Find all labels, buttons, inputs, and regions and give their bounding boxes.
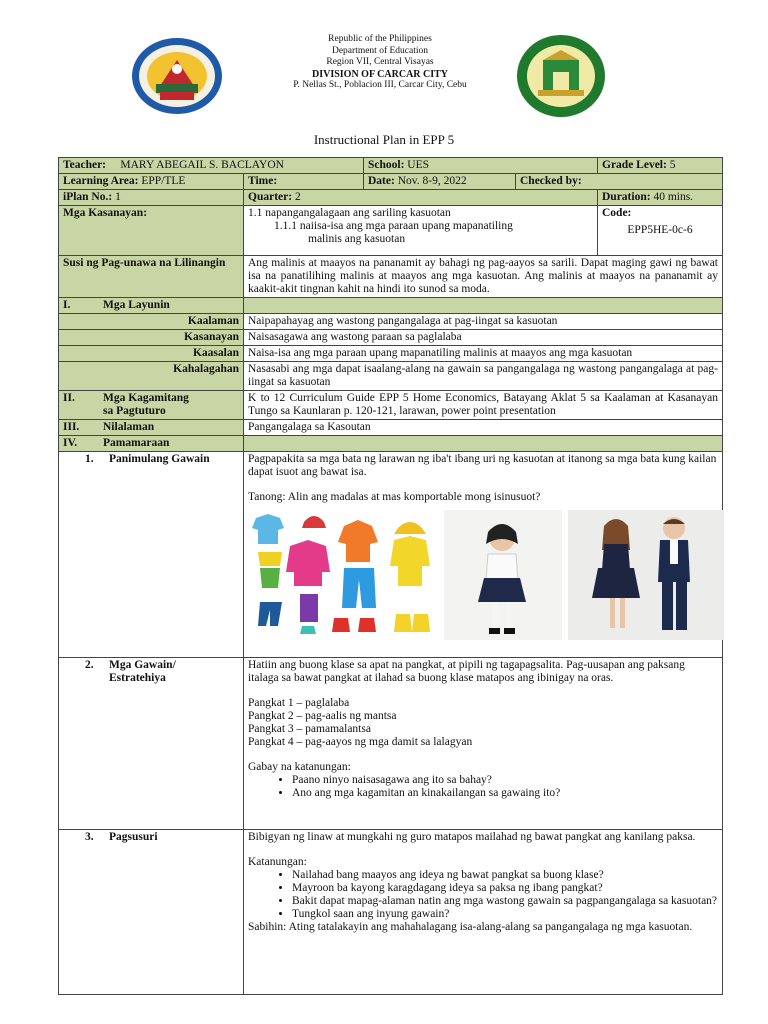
- clothing-pictures: [248, 510, 718, 646]
- formal-wear-children-photo: [568, 510, 724, 640]
- guide-item: • Paano ninyo naisasagawa ang ito sa bahay?: [292, 774, 718, 787]
- layunin-header-row: [59, 298, 723, 314]
- kasanayan-label: Mga Kasanayan:: [59, 206, 244, 256]
- kasanayan-line-3: malinis ang kasuotan: [308, 233, 406, 245]
- kasanayan-obj-text: Naisasagawa ang wastong paraan sa paglalaba: [244, 330, 723, 346]
- pagsusuri-row: [59, 830, 723, 995]
- region-line: Region VII, Central Visayas: [326, 57, 434, 67]
- layunin-num: I.: [63, 299, 71, 311]
- teacher-value: MARY ABEGAIL S. BACLAYON: [120, 159, 284, 171]
- quarter-label: Quarter:: [248, 191, 293, 203]
- duration-value: 40 mins.: [653, 191, 694, 203]
- school-label: School:: [368, 159, 405, 171]
- time-label: Time:: [248, 175, 278, 187]
- group-item: Pangkat 4 – pag-aayos ng mga damit sa lalagyan: [248, 736, 473, 748]
- group-item: Pangkat 3 – pamamalantsa: [248, 723, 371, 735]
- code-label: Code:: [602, 207, 632, 219]
- address-line: P. Nellas St., Poblacion III, Carcar City, Cebu: [293, 80, 467, 90]
- panimula-text: Pagpapakita sa mga bata ng larawan ng iba't ibang uri ng kasuotan at itanong sa mga bata kung kailan dapat isuot ang bawat isa.: [248, 453, 717, 478]
- kasanayan-line-1: 1.1 napangangalagaan ang sariling kasuotan: [248, 207, 451, 219]
- area-value: EPP/TLE: [141, 175, 186, 187]
- code-value: EPP5HE-0c-6: [627, 224, 693, 236]
- grade-value: 5: [669, 159, 676, 171]
- kasanayan-line-2: 1.1.1 naiisa-isa ang mga paraan upang mapanatiling: [274, 220, 513, 232]
- kaalaman-text: Naipapahayag ang wastong pangangalaga at pag-iingat sa kasuotan: [244, 314, 723, 330]
- panimula-question: Tanong: Alin ang madalas at mas komportable mong isinusuot?: [248, 491, 541, 503]
- division-line: DIVISION OF CARCAR CITY: [311, 68, 449, 80]
- kahalagahan-text: Nasasabi ang mga dapat isaalang-alang na gawain sa pangangalaga ng wastong pangangalaga at pag-iingat sa kasuotan: [244, 362, 723, 391]
- pagsusuri-text: Bibigyan ng linaw at mungkahi ng guro matapos mailahad ng bawat pangkat ang kanilang paksa.: [248, 831, 696, 843]
- department-line: Department of Education: [331, 45, 429, 56]
- kasanayan-obj-label: Kasanayan: [59, 330, 244, 346]
- susi-label: Susi ng Pag-unawa na Lilinangin: [59, 256, 244, 298]
- kahalagahan-label: Kahalagahan: [59, 362, 244, 391]
- pagsusuri-closing: Sabihin: Ating tatalakayin ang mahahalagang isa-alang-alang sa pangangalaga ng mga kasuotan.: [248, 921, 693, 933]
- kagamitan-label-2: sa Pagtuturo: [103, 405, 166, 417]
- school-value: UES: [407, 159, 430, 171]
- gawain-label-1: Mga Gawain/: [109, 659, 176, 671]
- date-value: Nov. 8-9, 2022: [397, 175, 467, 187]
- group-item: Pangkat 1 – paglalaba: [248, 697, 350, 709]
- pamamaraan-row: [59, 436, 723, 452]
- school-seal-logo: [516, 34, 606, 118]
- susi-text: Ang malinis at maayos na pananamit ay bahagi ng pag-aayos sa sarili. Dapat maging gawi ng bawat isa na panatilihing malinis at maayos ang mga kasuotan. Ang malinis at maayos na pananamit ay kaakit-akit tingnan kahit na hindi ito sunod sa moda.: [244, 256, 723, 298]
- question-item: • Bakit dapat mapag-alaman natin ang mga wastong gawain sa pagpangangalaga sa kasuotan?: [292, 895, 718, 908]
- gawain-num: 2.: [85, 659, 94, 671]
- panimula-label: Panimulang Gawain: [109, 453, 210, 465]
- gawain-row: [59, 658, 723, 830]
- letterhead: [0, 30, 768, 120]
- quarter-value: 2: [294, 191, 301, 203]
- gawain-label-2: Estratehiya: [109, 672, 166, 684]
- document-title: Instructional Plan in EPP 5: [313, 132, 455, 147]
- katanungan-label: Katanungan:: [248, 856, 307, 868]
- panimula-row: [59, 452, 723, 658]
- instructional-plan-table: [58, 157, 723, 995]
- panimula-num: 1.: [85, 453, 94, 465]
- clothing-items-illustration: [248, 510, 438, 640]
- pamamaraan-label: Pamamaraan: [103, 437, 170, 449]
- info-row-area: [59, 174, 723, 190]
- letterhead-text: [230, 34, 530, 92]
- question-item: • Nailahad bang maayos ang ideya ng bawat pangkat sa buong klase?: [292, 869, 718, 882]
- info-row-iplan: [59, 190, 723, 206]
- group-item: Pangkat 2 – pag-aalis ng mantsa: [248, 710, 397, 722]
- guide-item: • Ano ang mga kagamitan an kinakailangan sa gawaing ito?: [292, 787, 718, 800]
- iplan-value: 1: [115, 191, 121, 203]
- layunin-row-kasanayan: [59, 330, 723, 346]
- guide-list: [248, 774, 718, 800]
- layunin-row-kaalaman: [59, 314, 723, 330]
- teacher-label: Teacher:: [63, 159, 107, 171]
- pagsusuri-label: Pagsusuri: [109, 831, 158, 843]
- school-uniform-girl-photo: [444, 510, 562, 640]
- nilalaman-text: Pangangalaga sa Kasoutan: [244, 420, 723, 436]
- kaasalan-text: Naisa-isa ang mga paraan upang mapanatiling malinis at maayos ang mga kasuotan: [244, 346, 723, 362]
- kagamitan-label-1: Mga Kagamitang: [103, 392, 189, 404]
- republic-line: Republic of the Philippines: [328, 34, 432, 44]
- iplan-label: iPlan No.:: [63, 191, 113, 203]
- checked-label: Checked by:: [520, 175, 582, 187]
- susi-row: [59, 256, 723, 298]
- nilalaman-label: Nilalaman: [103, 421, 155, 433]
- duration-label: Duration:: [602, 191, 651, 203]
- kagamitan-num: II.: [63, 392, 75, 404]
- question-item: • Tungkol saan ang inyung gawain?: [292, 908, 718, 921]
- layunin-row-kahalagahan: [59, 362, 723, 391]
- nilalaman-row: [59, 420, 723, 436]
- kasanayan-row: [59, 206, 723, 256]
- pagsusuri-num: 3.: [85, 831, 94, 843]
- grade-label: Grade Level:: [602, 159, 667, 171]
- layunin-label: Mga Layunin: [103, 299, 170, 311]
- pamamaraan-num: IV.: [63, 437, 78, 449]
- info-row-teacher: [59, 158, 723, 174]
- question-item: • Mayroon ba kayong karagdagang ideya sa paksa ng ibang pangkat?: [292, 882, 718, 895]
- kaasalan-label: Kaasalan: [59, 346, 244, 362]
- nilalaman-num: III.: [63, 421, 80, 433]
- layunin-row-kaasalan: [59, 346, 723, 362]
- guide-label: Gabay na katanungan:: [248, 761, 351, 773]
- date-label: Date:: [368, 175, 395, 187]
- kagamitan-text: K to 12 Curriculum Guide EPP 5 Home Economics, Batayang Aklat 5 sa Kaalaman at Kasanayan Tungo sa Kaunlaran p. 120-121, larawan, power point presentation: [244, 391, 723, 420]
- area-label: Learning Area:: [63, 175, 139, 187]
- kagamitan-row: [59, 391, 723, 420]
- kaalaman-label: Kaalaman: [59, 314, 244, 330]
- gawain-text: Hatiin ang buong klase sa apat na pangkat, at pipili ng tagapagsalita. Pag-uusapan ang paksang italaga sa bawat pangkat at ilahad sa buong klase matapos ang ibinigay na oras.: [248, 659, 685, 684]
- region-vii-seal-logo: [130, 36, 224, 116]
- katanungan-list: [248, 869, 718, 921]
